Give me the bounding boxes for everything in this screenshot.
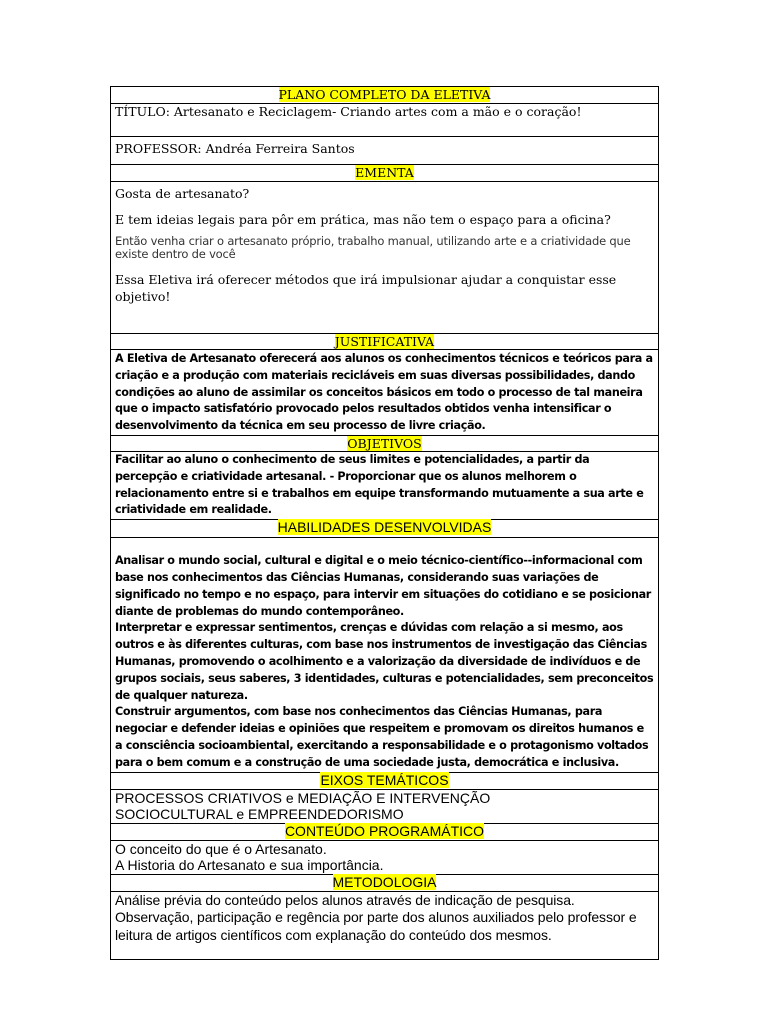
- metodologia-text: Análise prévia do conteúdo pelos alunos através de indicação de pesquisa. Observação, participação e regência por parte dos alunos auxiliados pelo professor e leitura de artigos científicos com explanação do conteúdo dos mesmos.: [115, 891, 637, 943]
- ementa-p3: Então venha criar o artesanato próprio, trabalho manual, utilizando arte e a criatividade que existe dentro de você: [115, 234, 631, 261]
- conteudo-header: CONTEÚDO PROGRAMÁTICO: [284, 822, 485, 839]
- conteudo-line1: O conceito do que é o Artesanato.: [115, 840, 327, 857]
- habilidades-p1: Analisar o mundo social, cultural e digital e o meio técnico-científico--informacional com base nos conhecimentos das Ciências Humanas, considerando suas variações de significado no tempo e no espaço, para intervir em situações do cotidiano e se posicionar diante de problemas do mundo contemporâneo.: [115, 554, 651, 618]
- habilidades-p3: Construir argumentos, com base nos conhecimentos das Ciências Humanas, para negociar e defender ideias e opiniões que respeitem e promovam os direitos humanos e a consciência socioambiental, exercitando a responsabilidade e o protagonismo voltados para o bem comum e a construção de uma sociedade justa, democrática e inclusiva.: [115, 705, 649, 769]
- titulo: TÍTULO: Artesanato e Reciclagem- Criando artes com a mão e o coração!: [115, 104, 582, 119]
- habilidades-cell: [111, 538, 659, 772]
- eixos-header-cell: [111, 772, 659, 789]
- objetivos-header-cell: [111, 435, 659, 451]
- justificativa-header-cell: [111, 334, 659, 350]
- conteudo-header-cell: [111, 823, 659, 840]
- justificativa-text: A Eletiva de Artesanato oferecerá aos alunos os conhecimentos técnicos e teóricos para a criação e a produção com materiais recicláveis em suas diversas possibilidades, dando condições ao aluno de assimilar os conceitos básicos em todo o processo de tal maneira que o impacto satisfatório provocado pelos resultados obtidos venha intensificar o desenvolvimento da técnica em seu processo de livre criação.: [115, 352, 653, 433]
- objetivos-header: OBJETIVOS: [347, 435, 422, 451]
- plano-header: PLANO COMPLETO DA ELETIVA: [278, 87, 491, 102]
- professor: PROFESSOR: Andréa Ferreira Santos: [115, 141, 355, 156]
- eixos-line1: PROCESSOS CRIATIVOS e MEDIAÇÃO E INTERVENÇÃO: [115, 789, 491, 806]
- metodologia-header: METODOLOGIA: [332, 873, 437, 890]
- habilidades-p2: Interpretar e expressar sentimentos, crenças e dúvidas com relação a si mesmo, aos outros e às diferentes culturas, com base nos instrumentos de investigação das Ciências Humanas, promovendo o acolhimento e a valorização da diversidade de indivíduos e de grupos sociais, seus saberes, 3 identidades, culturas e potencialidades, sem preconceitos de qualquer natureza.: [115, 621, 654, 702]
- eixos-header: EIXOS TEMÁTICOS: [320, 771, 449, 788]
- objetivos-text: Facilitar ao aluno o conhecimento de seus limites e potencialidades, a partir da percepção e criatividade artesanal. - Proporcionar que os alunos melhorem o relacionamento entre si e trabalhos em equipe transformando mutuamente a sua arte e criatividade em realidade.: [115, 452, 644, 517]
- conteudo-line2: A Historia do Artesanato e sua importância.: [115, 856, 384, 873]
- plano-header-cell: [111, 87, 659, 104]
- metodologia-cell: [111, 891, 659, 959]
- conteudo-cell: [111, 840, 659, 874]
- eixos-cell: [111, 789, 659, 823]
- ementa-header: EMENTA: [355, 165, 414, 180]
- eixos-line2: SOCIOCULTURAL e EMPREENDEDORISMO: [115, 805, 404, 822]
- justificativa-header: JUSTIFICATIVA: [334, 334, 435, 349]
- habilidades-header: HABILIDADES DESENVOLVIDAS: [277, 519, 492, 536]
- justificativa-cell: [111, 350, 659, 436]
- metodologia-header-cell: [111, 874, 659, 891]
- plan-table: [110, 86, 659, 960]
- objetivos-cell: [111, 451, 659, 519]
- ementa-header-cell: [111, 165, 659, 182]
- ementa-cell: [111, 182, 659, 334]
- ementa-p1: Gosta de artesanato?: [115, 186, 250, 201]
- habilidades-header-cell: [111, 520, 659, 538]
- ementa-p4: Essa Eletiva irá oferecer métodos que irá impulsionar ajudar a conquistar esse objetivo!: [115, 272, 617, 304]
- titulo-cell: [111, 104, 659, 137]
- professor-cell: [111, 137, 659, 165]
- ementa-p2: E tem ideias legais para pôr em prática, mas não tem o espaço para a oficina?: [115, 212, 611, 227]
